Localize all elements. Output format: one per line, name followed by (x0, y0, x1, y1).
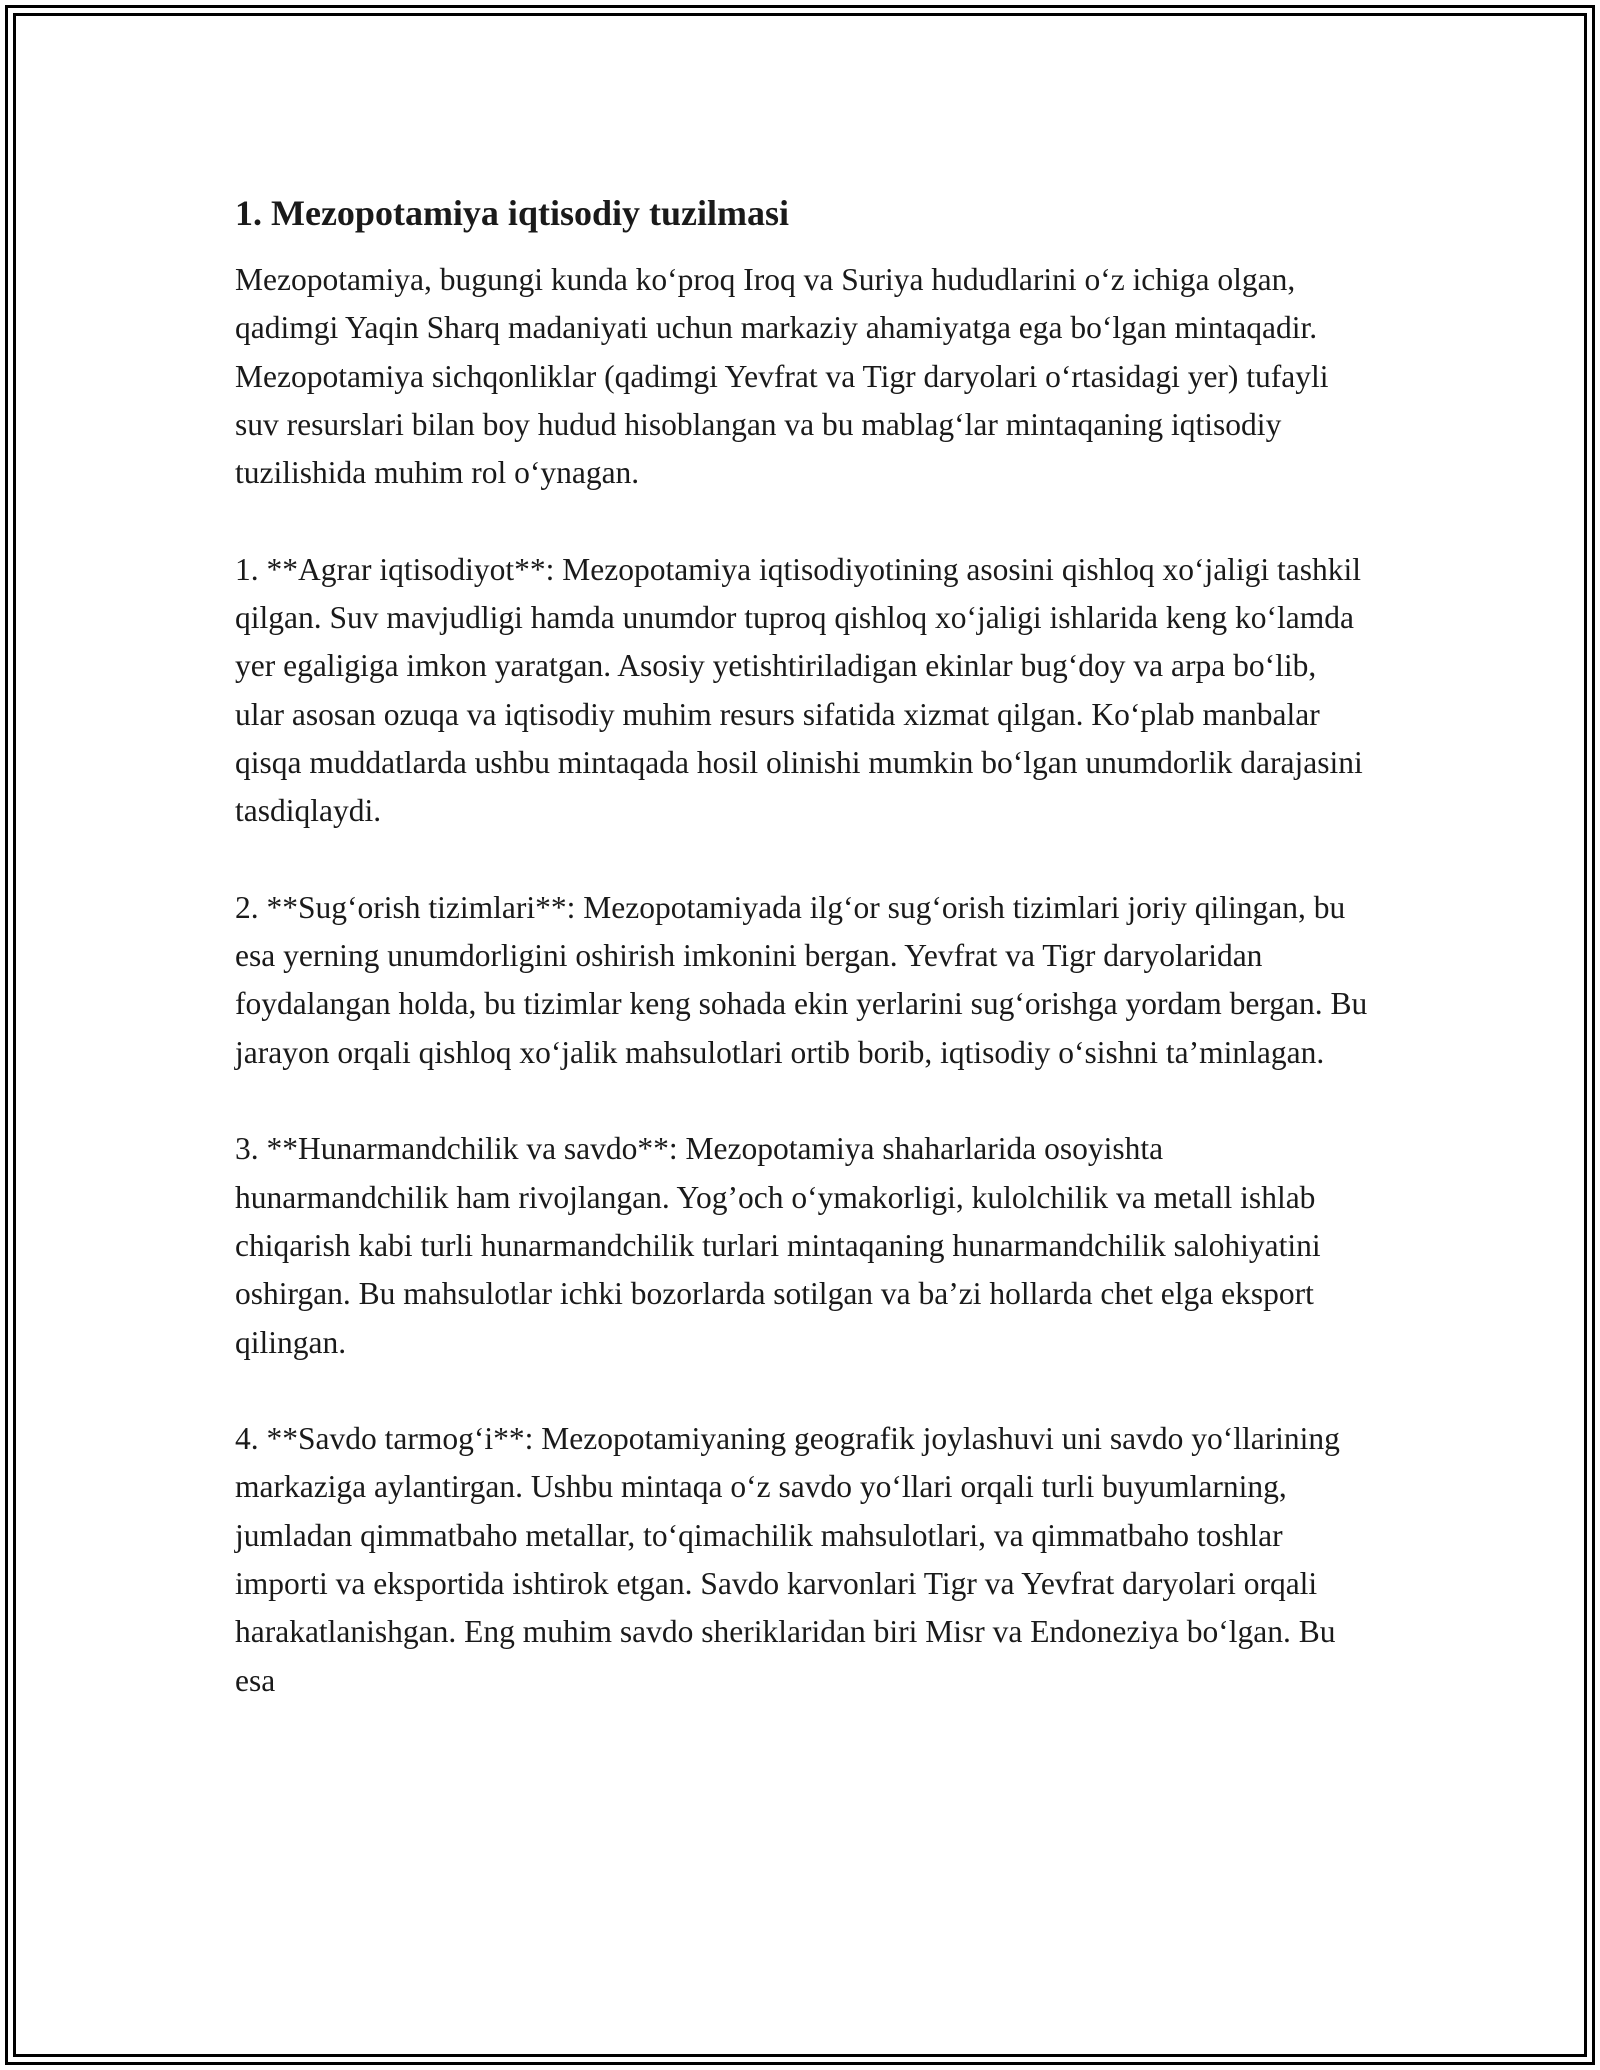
paragraph-savdo: 4. **Savdo tarmog‘i**: Mezopotamiyaning geografik joylashuvi uni savdo yo‘llarining markaziga aylantirgan. Ushbu mintaqa o‘z savdo yo‘llari orqali turli buyumlarning, jumladan qimmatbaho metallar, to‘qimachilik mahsulotlari, va qimmatbaho toshlar importi va eksportida ishtirok etgan. Savdo karvonlari Tigr va Yevfrat daryolari orqali harakatlanishgan. Eng muhim savdo sheriklaridan biri Misr va Endoneziya bo‘lgan. Bu esa (235, 1421, 1340, 1698)
paragraph-hunarmandchilik: 3. **Hunarmandchilik va savdo**: Mezopotamiya shaharlarida osoyishta hunarmandchilik ham rivojlangan. Yog’och o‘ymakorligi, kulolchilik va metall ishlab chiqarish kabi turli hunarmandchilik turlari mintaqaning hunarmandchilik salohiyatini oshirgan. Bu mahsulotlar ichki bozorlarda sotilgan va ba’zi hollarda chet elga eksport qilingan. (235, 1131, 1321, 1360)
paragraph-sugorish: 2. **Sug‘orish tizimlari**: Mezopotamiyada ilg‘or sug‘orish tizimlari joriy qilingan, bu esa yerning unumdorligini oshirish imkonini bergan. Yevfrat va Tigr daryolaridan foydalangan holda, bu tizimlar keng sohada ekin yerlarini sug‘orishga yordam bergan. Bu jarayon orqali qishloq xo‘jalik mahsulotlari ortib borib, iqtisodiy o‘sishni ta’minlagan. (235, 889, 1368, 1070)
paragraph-agrar: 1. **Agrar iqtisodiyot**: Mezopotamiya iqtisodiyotining asosini qishloq xo‘jaligi tashkil qilgan. Suv mavjudligi hamda unumdor tuproq qishloq xo‘jaligi ishlarida keng ko‘lamda yer egaligiga imkon yaratgan. Asosiy yetishtiriladigan ekinlar bug‘doy va arpa bo‘lib, ular asosan ozuqa va iqtisodiy muhim resurs sifatida xizmat qilgan. Ko‘plab manbalar qisqa muddatlarda ushbu mintaqada hosil olinishi mumkin bo‘lgan unumdorlik darajasini tasdiqlaydi. (235, 551, 1363, 829)
section-heading: 1. Mezopotamiya iqtisodiy tuzilmasi (235, 193, 789, 233)
intro-paragraph: Mezopotamiya, bugungi kunda ko‘proq Iroq va Suriya hududlarini o‘z ichiga olgan, qadimgi Yaqin Sharq madaniyati uchun markaziy ahamiyatga ega bo‘lgan mintaqadir. Mezopotamiya sichqonliklar (qadimgi Yevfrat va Tigr daryolari o‘rtasidagi yer) tufayli suv resurslari bilan boy hudud hisoblangan va bu mablag‘lar mintaqaning iqtisodiy tuzilishida muhim rol o‘ynagan. (235, 262, 1329, 491)
document-body (235, 188, 1370, 1705)
